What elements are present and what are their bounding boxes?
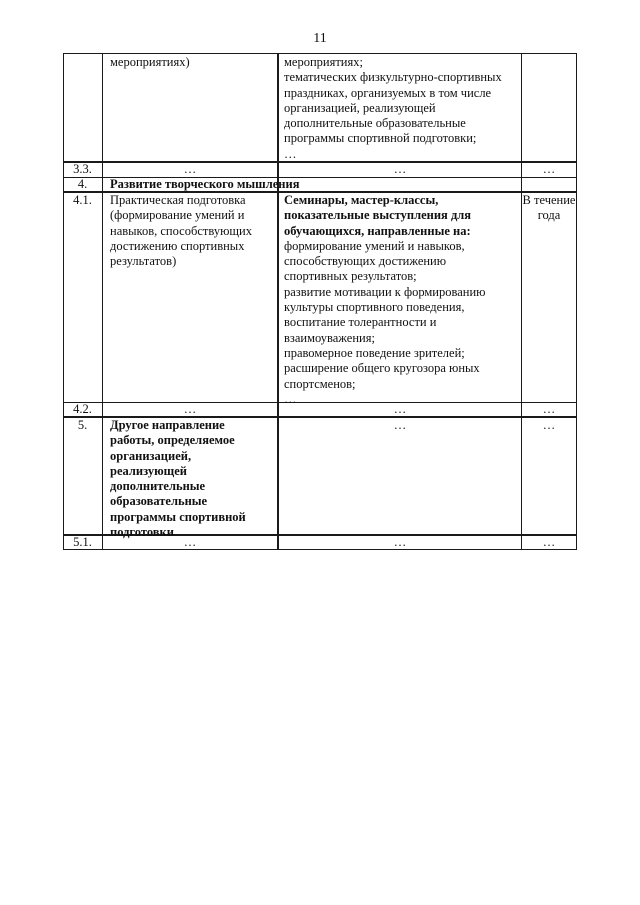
cell-name: … <box>183 402 197 416</box>
cell-name <box>110 193 252 269</box>
text-line: программы спортивной <box>110 509 246 524</box>
text-line: года <box>537 208 561 223</box>
cell-period: … <box>542 535 556 549</box>
section-title: Развитие творческого мышления <box>110 177 300 191</box>
text-line: организацией, реализующей <box>284 100 436 115</box>
row-number: 4.1. <box>73 193 92 207</box>
text-line: мероприятиях) <box>110 55 190 69</box>
cell-name <box>110 55 190 70</box>
text-line: обучающихся, направленные на: <box>284 223 471 238</box>
row-number: 5. <box>77 418 88 432</box>
text-line: подготовки <box>110 525 174 540</box>
text-line: дополнительные <box>110 479 206 494</box>
column-divider-1 <box>102 53 103 550</box>
text-line: (формирование умений и <box>110 208 245 223</box>
text-line: достижению спортивных <box>110 238 245 253</box>
text-line: формирование умений и навыков, <box>284 238 465 253</box>
text-line: праздниках, организуемых в том числе <box>284 85 492 100</box>
text-line: программы спортивной подготовки; <box>284 131 477 146</box>
text-line: взаимоуважения; <box>284 330 375 345</box>
text-line: показательные выступления для <box>284 208 472 223</box>
row-border <box>63 53 577 54</box>
column-divider-3 <box>521 53 522 550</box>
text-line: навыков, способствующих <box>110 223 252 238</box>
text-line: Другое направление <box>110 418 225 432</box>
text-line: правомерное поведение зрителей; <box>284 345 465 360</box>
text-line: В течение <box>522 193 576 207</box>
cell-content: … <box>393 535 407 549</box>
text-line: способствующих достижению <box>284 254 447 269</box>
column-divider-2 <box>277 53 279 550</box>
text-line: расширение общего кругозора юных <box>284 361 480 376</box>
text-line: Семинары, мастер-классы, <box>284 193 439 207</box>
cell-content: … <box>393 162 407 176</box>
text-line: результатов) <box>110 254 177 269</box>
cell-period: … <box>542 418 556 432</box>
text-line: Практическая подготовка <box>110 193 246 207</box>
table-border-left <box>63 53 64 550</box>
table-border-right <box>576 53 577 550</box>
text-line: образовательные <box>110 494 208 509</box>
page-number: 11 <box>313 31 327 46</box>
cell-content: … <box>393 418 407 432</box>
text-line: организацией, <box>110 448 192 463</box>
cell-period: … <box>542 162 556 176</box>
text-line: спортивных результатов; <box>284 269 417 284</box>
text-line: развитие мотивации к формированию <box>284 284 486 299</box>
text-line: культуры спортивного поведения, <box>284 300 465 315</box>
row-number: 3.3. <box>73 162 92 176</box>
cell-content <box>284 193 486 407</box>
row-number: 5.1. <box>73 535 92 549</box>
cell-name <box>110 418 246 540</box>
cell-period: … <box>542 402 556 416</box>
text-line: реализующей <box>110 463 187 478</box>
row-number: 4. <box>77 177 88 191</box>
cell-content: … <box>393 402 407 416</box>
text-line: … <box>284 146 297 161</box>
text-line: дополнительные образовательные <box>284 116 466 131</box>
cell-content <box>284 55 502 162</box>
cell-name: … <box>183 162 197 176</box>
text-line: … <box>284 391 297 406</box>
row-number: 4.2. <box>73 402 92 416</box>
cell-period <box>522 193 576 224</box>
text-line: работы, определяемое <box>110 433 235 448</box>
text-line: спортсменов; <box>284 376 356 391</box>
text-line: тематических физкультурно-спортивных <box>284 70 502 85</box>
text-line: мероприятиях; <box>284 55 363 69</box>
cell-name: … <box>183 535 197 549</box>
text-line: воспитание толерантности и <box>284 315 437 330</box>
